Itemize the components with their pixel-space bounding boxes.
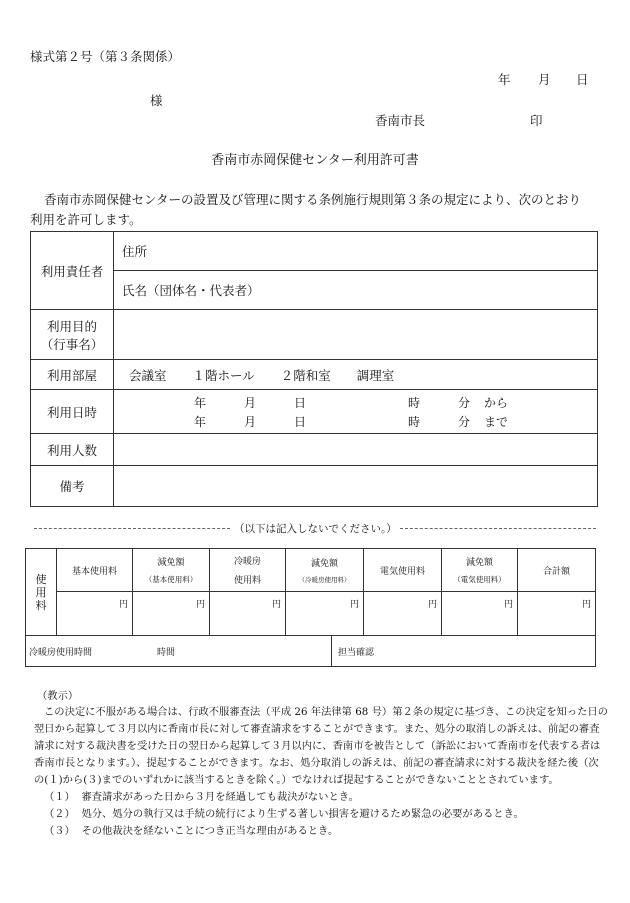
notice-item-1: （１） 審査請求があった日から３月を経過しても裁決がないとき。 <box>44 791 359 803</box>
dt1-hour: 時 <box>408 395 421 410</box>
fee-cell-ac-reduction: 円 <box>286 592 364 636</box>
dt2-year: 年 <box>194 414 207 429</box>
name-field: 氏名（団体名・代表者） <box>114 271 598 310</box>
ac-hours-unit: 時間 <box>157 648 176 658</box>
room-options <box>114 360 598 390</box>
people-label: 利用人数 <box>31 434 114 466</box>
purpose-label <box>31 310 114 360</box>
fee-header-electric: 電気使用料 <box>364 549 442 592</box>
notice-line-5: の(１)から(３)までのいずれかに該当するときを除く。）でなければ提起することができないこととされています。 <box>34 774 559 786</box>
people-field <box>114 434 598 466</box>
remarks-field <box>114 466 598 507</box>
fee-cell-electric-reduction: 円 <box>442 592 518 636</box>
notice-heading: （教示） <box>37 690 79 702</box>
notice-line-1: この決定に不服がある場合は、行政不服審査法（平成 26 年法律第 68 号）第２条の規定に基づき、この決定を知った日の <box>44 706 609 718</box>
room-option-japanese: ２階和室 <box>280 367 331 383</box>
application-table <box>30 231 598 507</box>
date-month: 月 <box>538 72 551 87</box>
room-option-meeting: 会議室 <box>129 367 167 383</box>
divider-left <box>34 528 230 529</box>
intro-line-2: 利用を許可します。 <box>30 212 142 227</box>
document-title: 香南市赤岡保健センター利用許可書 <box>211 153 419 168</box>
purpose-label-1: 利用目的 <box>46 318 97 334</box>
dt2-minute: 分 <box>458 414 471 429</box>
responsible-label: 利用責任者 <box>31 232 114 310</box>
date-day: 日 <box>576 72 589 87</box>
issuer: 香南市長 <box>375 113 426 128</box>
addressee-suffix: 様 <box>150 93 163 108</box>
divider-text: （以下は記入しないでください。） <box>234 523 397 535</box>
notice-line-2: 翌日から起算して３月以内に香南市長に対して審査請求をすることができます。また、処分の取消しの訴えは、前記の審査 <box>34 723 600 735</box>
fee-header-ac-reduction: 減免額 （冷暖房使用料） <box>286 549 364 592</box>
dt1-month: 月 <box>244 395 257 410</box>
notice-line-4: 香南市長となります。）、提起することができます。なお、処分取消しの訴えは、前記の審査請求に対する裁決を経た後（次 <box>34 757 599 769</box>
fee-table <box>25 548 596 667</box>
datetime-field <box>114 390 598 434</box>
fee-cell-electric: 円 <box>364 592 442 636</box>
form-number: 様式第２号（第３条関係） <box>30 49 181 64</box>
fee-header-electric-reduction: 減免額 （電気使用料） <box>442 549 518 592</box>
room-option-kitchen: 調理室 <box>356 367 395 383</box>
seal-mark: 印 <box>530 113 543 128</box>
date-year: 年 <box>498 72 511 87</box>
divider-right <box>400 528 596 529</box>
fee-header-total: 合計額 <box>518 549 596 592</box>
room-option-hall: １階ホール <box>192 367 255 383</box>
dt2-suffix: まで <box>484 414 509 429</box>
dt1-suffix: から <box>484 395 509 410</box>
address-field: 住所 <box>114 232 598 271</box>
dt2-day: 日 <box>294 414 307 429</box>
fee-cell-basic-reduction: 円 <box>133 592 210 636</box>
notice-item-3: （３） その他裁決を経ないことにつき正当な理由があるとき。 <box>44 825 339 837</box>
notice-line-3: 請求に対する裁決書を受けた日の翌日から起算して３月以内に、香南市を被告として（訴訟において香南市を代表する者は <box>34 740 601 752</box>
staff-confirm-label: 担当確認 <box>338 648 375 658</box>
fee-side-label: 使用料 <box>26 549 57 636</box>
dt1-minute: 分 <box>458 395 471 410</box>
intro-line-1: 香南市赤岡保健センターの設置及び管理に関する条例施行規則第３条の規定により、次のとおり <box>44 192 582 207</box>
dt1-day: 日 <box>294 395 307 410</box>
purpose-label-2: （行事名） <box>40 336 104 352</box>
purpose-field <box>114 310 598 360</box>
fee-cell-total: 円 <box>518 592 596 636</box>
ac-time-label: 冷暖房使用時間 <box>29 648 93 658</box>
ac-time-row <box>26 636 596 667</box>
dt2-month: 月 <box>244 414 257 429</box>
room-label: 利用部屋 <box>31 360 114 390</box>
ac-time-separator <box>331 635 332 666</box>
fee-cell-ac: 円 <box>210 592 286 636</box>
notice-item-2: （２） 処分、処分の執行又は手続の続行により生ずる著しい損害を避けるため緊急の必要があるとき。 <box>44 808 524 820</box>
fee-header-basic-reduction: 減免額 （基本使用料） <box>133 549 210 592</box>
fee-header-ac: 冷暖房 使用料 <box>210 549 286 592</box>
datetime-label: 利用日時 <box>31 390 114 434</box>
dt2-hour: 時 <box>408 414 421 429</box>
fee-header-basic: 基本使用料 <box>57 549 133 592</box>
remarks-label: 備考 <box>31 466 114 507</box>
dt1-year: 年 <box>194 395 207 410</box>
fee-cell-basic: 円 <box>57 592 133 636</box>
